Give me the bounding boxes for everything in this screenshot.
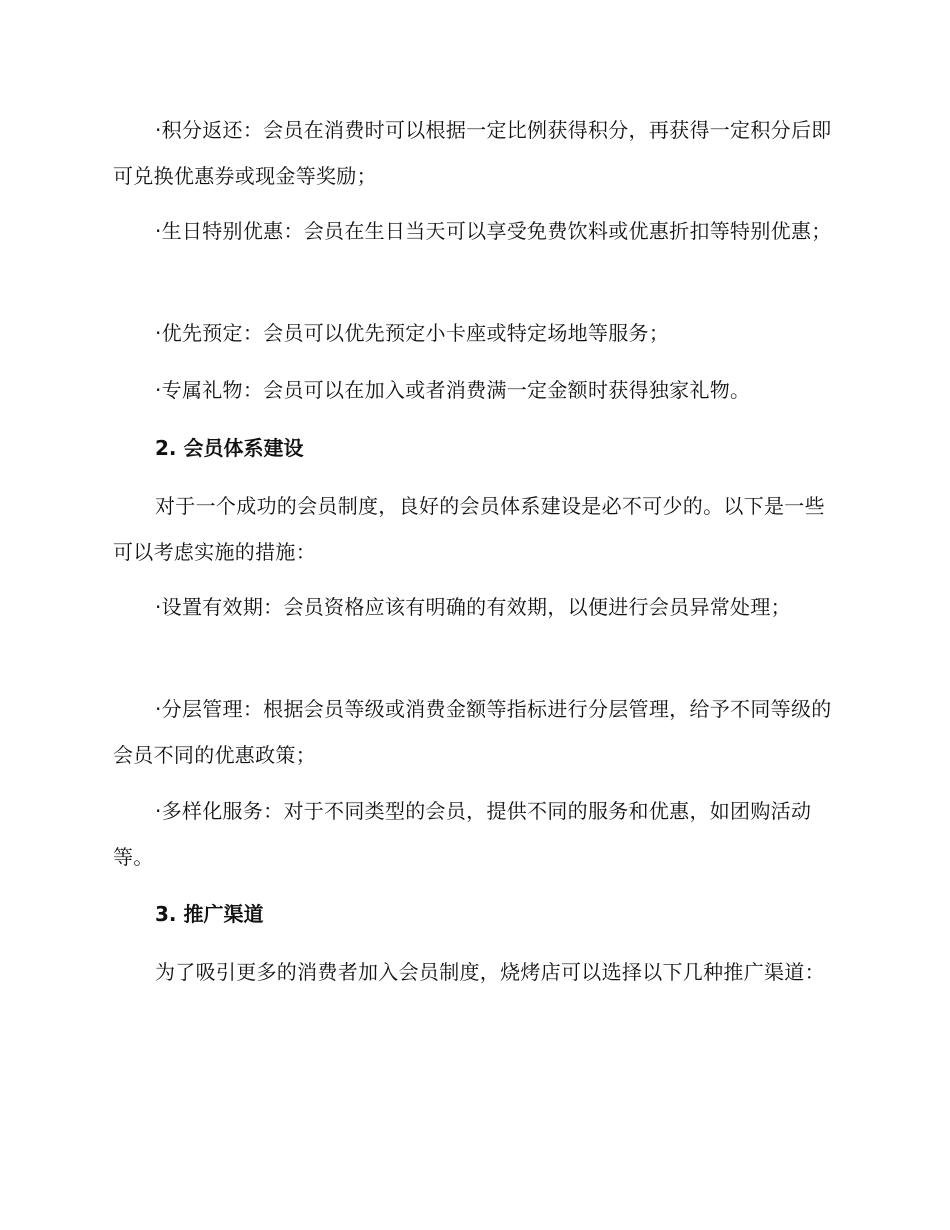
bullet-validity-period: ·设置有效期：会员资格应该有明确的有效期，以便进行会员异常处理； [155,595,791,619]
bullet-tiered-management: ·分层管理：根据会员等级或消费金额等指标进行分层管理，给予不同等级的会员不同的优惠政策； [113,697,832,767]
bullet-exclusive-gift: ·专属礼物：会员可以在加入或者消费满一定金额时获得独家礼物。 [155,378,751,402]
bullet-diverse-services: ·多样化服务：对于不同类型的会员，提供不同的服务和优惠，如团购活动等。 [113,799,812,869]
bullet-points-return: ·积分返还：会员在消费时可以根据一定比例获得积分，再获得一定积分后即可兑换优惠券或现金等奖励； [113,118,832,188]
bullet-birthday-offer: ·生日特别优惠：会员在生日当天可以享受免费饮料或优惠折扣等特别优惠； [155,219,832,243]
section-2-intro: 对于一个成功的会员制度，良好的会员体系建设是必不可少的。以下是一些可以考虑实施的措施： [113,494,825,564]
section-3-heading: 3. 推广渠道 [155,902,264,926]
section-3-intro: 为了吸引更多的消费者加入会员制度，烧烤店可以选择以下几种推广渠道： [155,960,825,984]
section-2-heading: 2. 会员体系建设 [155,436,304,460]
bullet-priority-booking: ·优先预定：会员可以优先预定小卡座或特定场地等服务； [155,321,670,345]
